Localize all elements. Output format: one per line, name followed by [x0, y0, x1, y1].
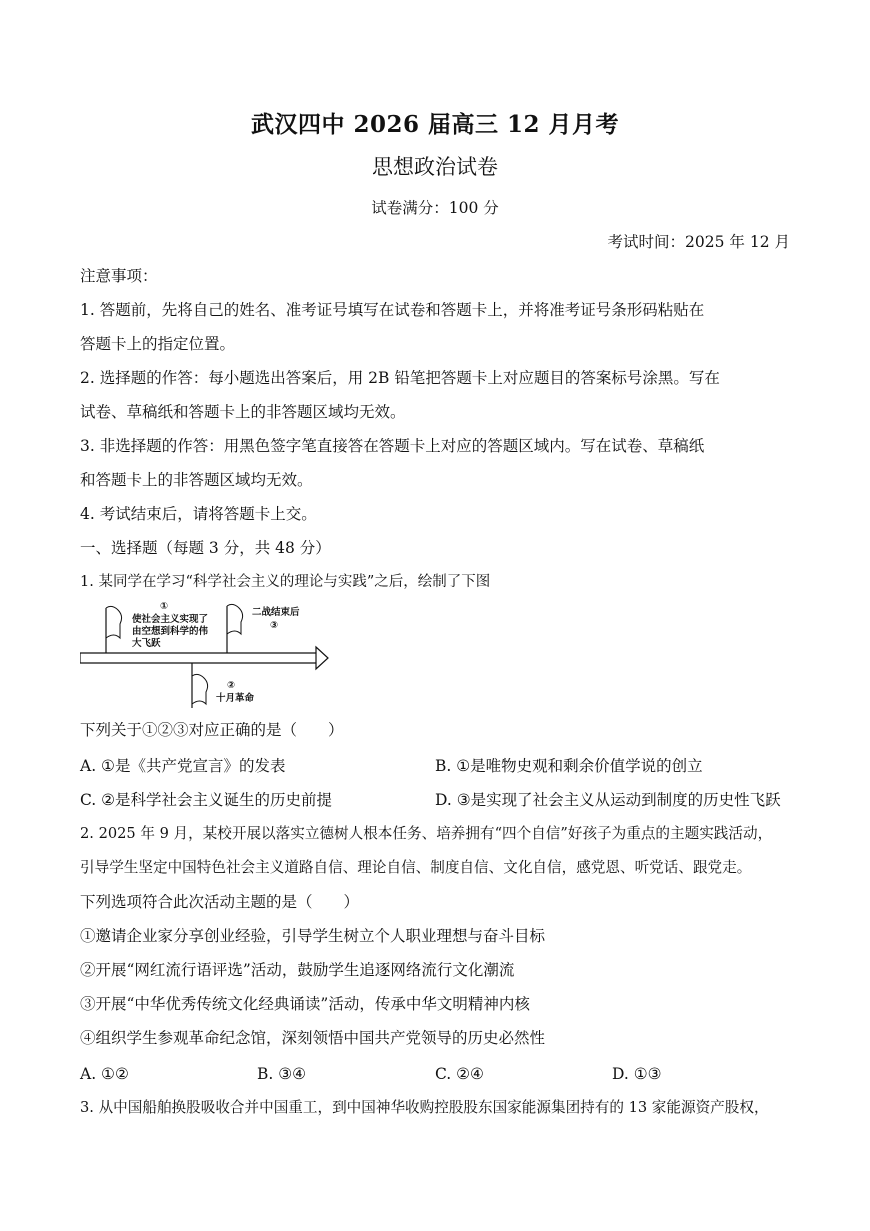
- flag-icon: [227, 604, 243, 653]
- q2-option-c[interactable]: C. ②④: [435, 1065, 484, 1083]
- q1-option-b[interactable]: B. ①是唯物史观和剩余价值学说的创立: [435, 757, 703, 775]
- q2-item: ④组织学生参观革命纪念馆，深刻领悟中国共产党领导的历史必然性: [80, 1029, 546, 1047]
- notes-heading: 注意事项：: [80, 267, 158, 285]
- q2-stem-line: 2. 2025 年 9 月，某校开展以落实立德树人根本任务、培养拥有“四个自信”好孩子为重点的主题实践活动，: [80, 825, 773, 842]
- note-line: 答题卡上的指定位置。: [80, 335, 236, 353]
- q2-option-b[interactable]: B. ③④: [257, 1065, 307, 1083]
- q1-stem: 1. 某同学在学习“科学社会主义的理论与实践”之后，绘制了下图: [80, 574, 491, 590]
- note-line: 4. 考试结束后，请将答题卡上交。: [80, 505, 317, 523]
- note-line: 和答题卡上的非答题区域均无效。: [80, 471, 313, 489]
- arrow-head-icon: [316, 647, 328, 669]
- flag1-text-line: 由空想到科学的伟: [132, 626, 209, 637]
- q2-option-a[interactable]: A. ①②: [80, 1065, 129, 1083]
- flag3-number: ③: [269, 620, 279, 631]
- q2-item: ②开展“网红流行语评选”活动，鼓励学生追逐网络流行文化潮流: [80, 961, 515, 979]
- flag3-text: 二战结束后: [252, 607, 300, 618]
- exam-time: 考试时间：2025 年 12 月: [607, 233, 790, 251]
- exam-title: 武汉四中 2026 届高三 12 月月考: [250, 111, 620, 138]
- flag-icon: [192, 663, 208, 708]
- q3-stem: 3. 从中国船舶换股吸收合并中国重工，到中国神华收购控股股东国家能源集团持有的 13 家能源资产股权，: [80, 1099, 769, 1116]
- section-heading: 一、选择题（每题 3 分，共 48 分）: [80, 539, 331, 557]
- q2-stem-line: 引导学生坚定中国特色社会主义道路自信、理论自信、制度自信、文化自信，感党恩、听党话、跟党走。: [80, 859, 752, 876]
- note-line: 试卷、草稿纸和答题卡上的非答题区域均无效。: [80, 403, 406, 421]
- q2-stem-line: 下列选项符合此次活动主题的是（ ）: [80, 893, 360, 911]
- flag1-number: ①: [159, 601, 169, 612]
- q2-item: ①邀请企业家分享创业经验，引导学生树立个人职业理想与奋斗目标: [80, 927, 546, 945]
- q2-option-d[interactable]: D. ①③: [612, 1065, 662, 1083]
- note-line: 2. 选择题的作答：每小题选出答案后，用 2B 铅笔把答题卡上对应题目的答案标号涂黑。写在: [80, 369, 720, 387]
- flag-icon: [106, 606, 122, 653]
- flag2-text: 十月革命: [216, 693, 255, 704]
- flag2-number: ②: [226, 680, 236, 691]
- q1-option-c[interactable]: C. ②是科学社会主义诞生的历史前提: [80, 791, 333, 809]
- full-score: 试卷满分：100 分: [371, 199, 499, 217]
- q1-option-d[interactable]: D. ③是实现了社会主义从运动到制度的历史性飞跃: [435, 791, 781, 809]
- flag1-text-line: 使社会主义实现了: [132, 614, 209, 625]
- q1-prompt: 下列关于①②③对应正确的是（ ）: [80, 721, 344, 739]
- exam-subtitle: 思想政治试卷: [372, 155, 498, 179]
- note-line: 1. 答题前，先将自己的姓名、准考证号填写在试卷和答题卡上，并将准考证号条形码粘贴在: [80, 301, 705, 319]
- q1-timeline-diagram: [80, 598, 340, 710]
- note-line: 3. 非选择题的作答：用黑色签字笔直接答在答题卡上对应的答题区域内。写在试卷、草稿纸: [80, 437, 705, 455]
- q1-option-a[interactable]: A. ①是《共产党宣言》的发表: [80, 757, 286, 775]
- q2-item: ③开展“中华优秀传统文化经典诵读”活动，传承中华文明精神内核: [80, 995, 530, 1013]
- flag1-text-line: 大飞跃: [132, 638, 161, 649]
